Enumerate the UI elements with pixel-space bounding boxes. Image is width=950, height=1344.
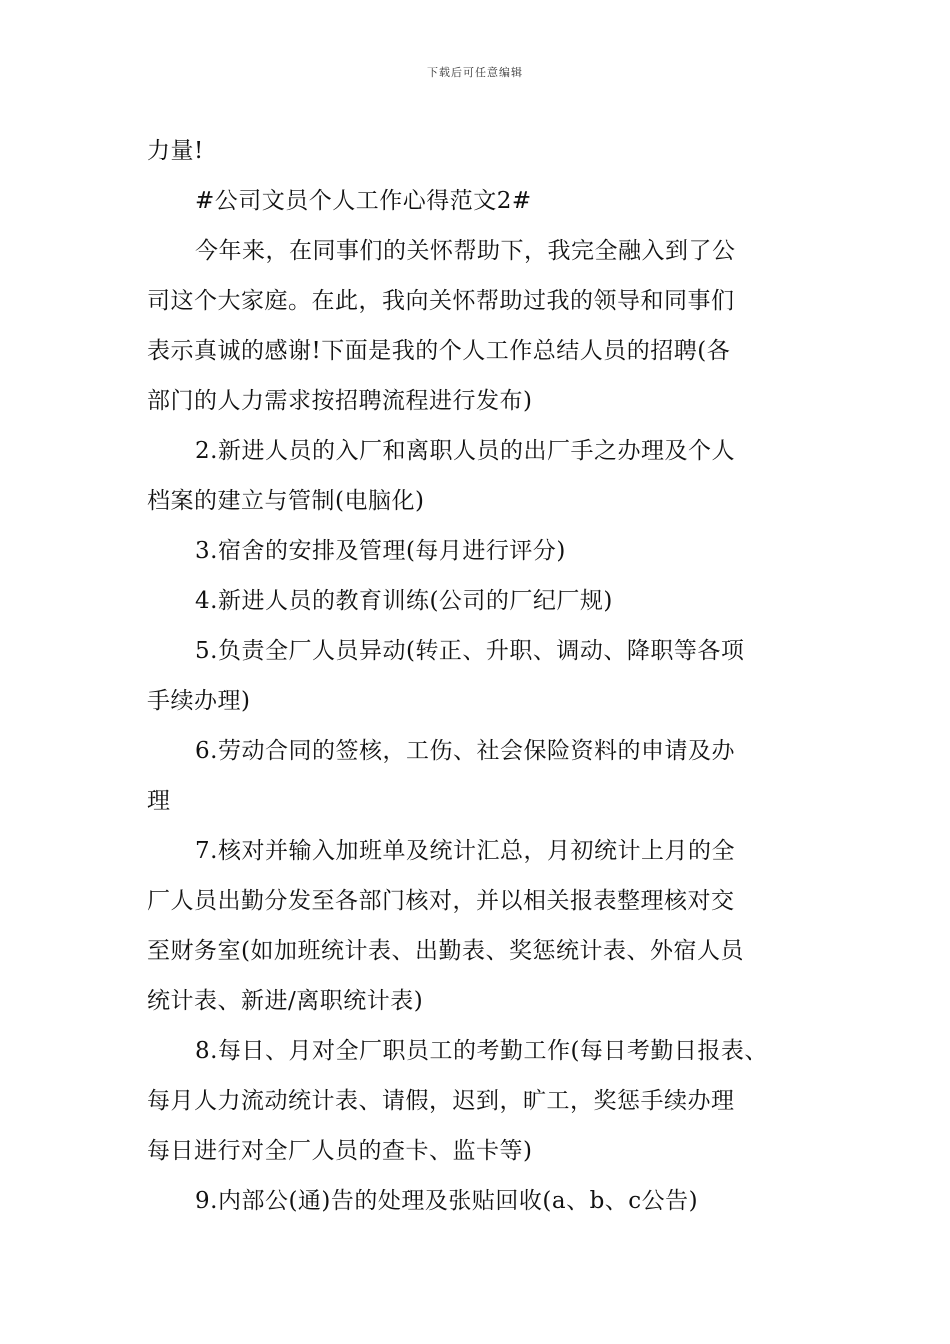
list-item-continuation: 每月人力流动统计表、请假，迟到，旷工，奖惩手续办理 xyxy=(147,1088,735,1114)
list-item: 6.劳动合同的签核，工伤、社会保险资料的申请及办 xyxy=(195,738,735,764)
text-line: 部门的人力需求按招聘流程进行发布) xyxy=(147,388,533,414)
list-item: 9.内部公(通)告的处理及张贴回收(a、b、c公告) xyxy=(195,1188,699,1214)
list-item-continuation: 档案的建立与管制(电脑化) xyxy=(147,488,425,514)
list-item-continuation: 手续办理) xyxy=(147,688,251,714)
list-item-continuation: 理 xyxy=(147,788,171,814)
page-header: 下载后可任意编辑 xyxy=(427,66,523,79)
list-item-continuation: 至财务室(如加班统计表、出勤表、奖惩统计表、外宿人员 xyxy=(147,938,744,964)
list-item-continuation: 每日进行对全厂人员的查卡、监卡等) xyxy=(147,1138,533,1164)
list-item: 3.宿舍的安排及管理(每月进行评分) xyxy=(195,538,566,564)
list-item: 7.核对并输入加班单及统计汇总，月初统计上月的全 xyxy=(195,838,735,864)
document-body xyxy=(147,126,837,1226)
text-line: 司这个大家庭。在此，我向关怀帮助过我的领导和同事们 xyxy=(147,288,735,314)
text-line: 今年来，在同事们的关怀帮助下，我完全融入到了公 xyxy=(195,238,736,264)
list-item: 4.新进人员的教育训练(公司的厂纪厂规) xyxy=(195,588,613,614)
list-item-continuation: 统计表、新进/离职统计表) xyxy=(147,988,424,1014)
list-item: 2.新进人员的入厂和离职人员的出厂手之办理及个人 xyxy=(195,438,735,464)
text-line: 表示真诚的感谢!下面是我的个人工作总结人员的招聘(各 xyxy=(147,338,731,364)
list-item: 8.每日、月对全厂职员工的考勤工作(每日考勤日报表、 xyxy=(195,1038,768,1064)
text-line: 力量! xyxy=(147,138,204,164)
list-item-continuation: 厂人员出勤分发至各部门核对，并以相关报表整理核对交 xyxy=(147,888,735,914)
list-item: 5.负责全厂人员异动(转正、升职、调动、降职等各项 xyxy=(195,638,745,664)
section-heading: #公司文员个人工作心得范文2# xyxy=(195,188,532,214)
